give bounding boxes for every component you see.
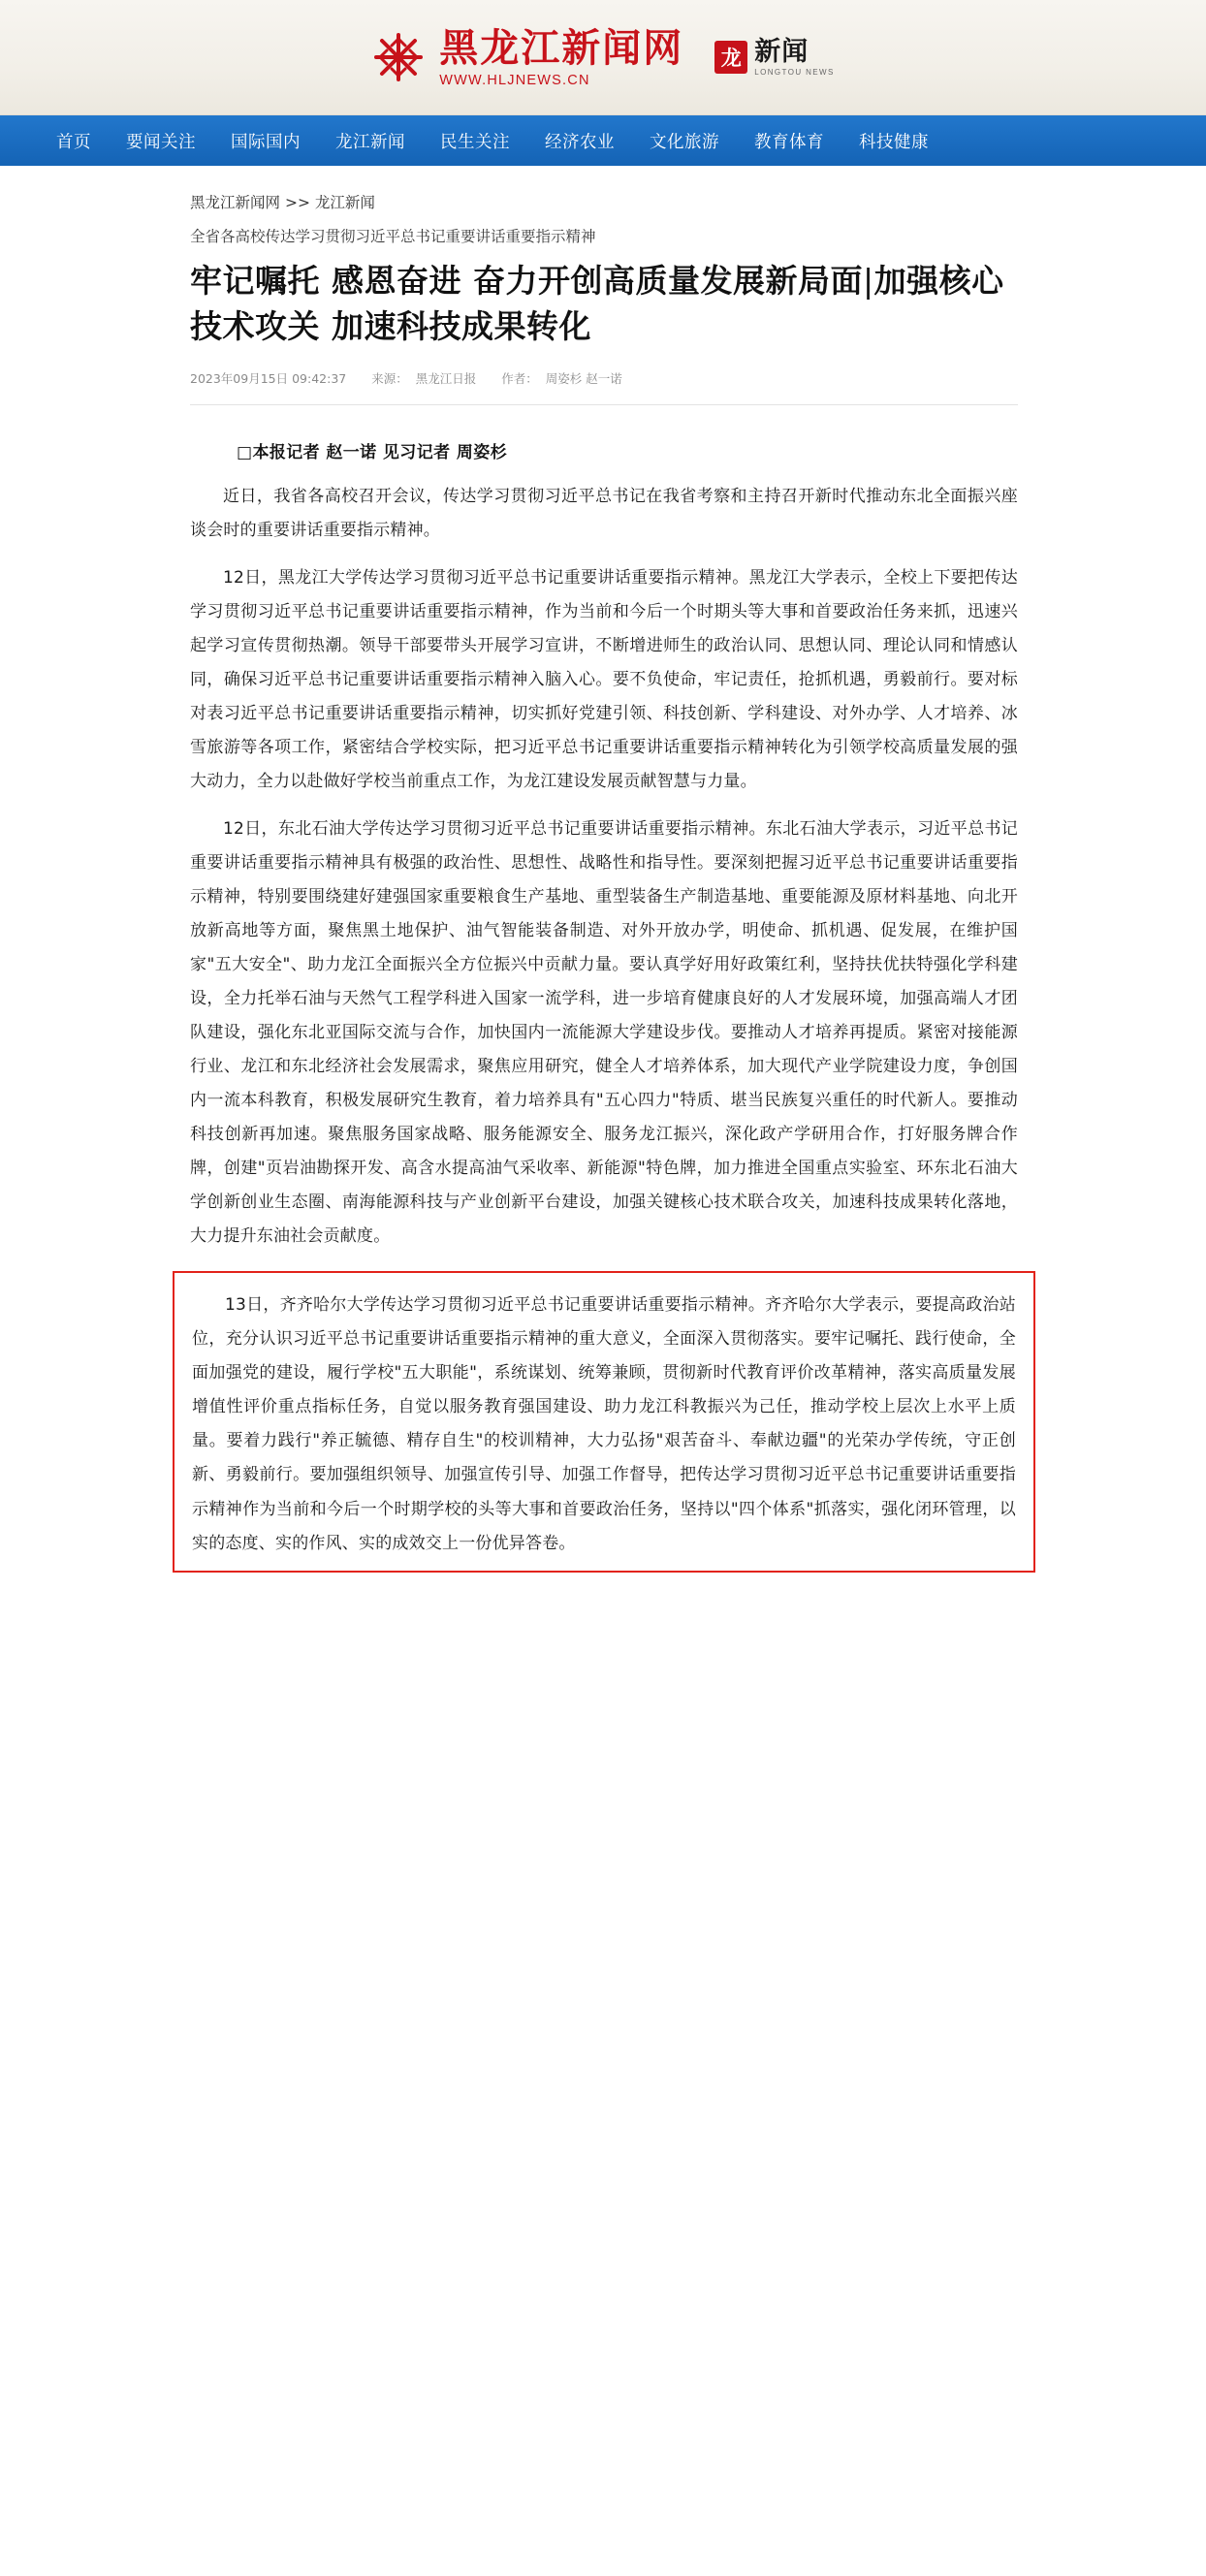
nav-item-longjiang-news[interactable]: 龙江新闻 — [335, 132, 405, 152]
breadcrumb-root[interactable]: 黑龙江新闻网 — [190, 194, 281, 211]
source-value[interactable]: 黑龙江日报 — [415, 371, 477, 387]
nav-item-livelihood[interactable]: 民生关注 — [440, 132, 510, 152]
author-value: 周姿杉 赵一诺 — [545, 371, 622, 387]
paragraph-1: 近日，我省各高校召开会议，传达学习贯彻习近平总书记在我省考察和主持召开新时代推动东北全面振兴座谈会时的重要讲话重要指示精神。 — [190, 487, 1018, 541]
nav-item-economy-agriculture[interactable]: 经济农业 — [545, 132, 615, 152]
author-label: 作者： — [501, 371, 538, 387]
paragraph-2: 12日，黑龙江大学传达学习贯彻习近平总书记重要讲话重要指示精神。黑龙江大学表示，全校上下要把传达学习贯彻习近平总书记重要讲话重要指示精神，作为当前和今后一个时期头等大事和首要政治任务来抓，迅速兴起学习宣传贯彻热潮。领导干部要带头开展学习宣讲，不断增进师生的政治认同、思想认同、理论认同和情感认同，确保习近平总书记重要讲话重要指示精神入脑入心。要不负使命，牢记责任，抢抓机遇，勇毅前行。要对标对表习近平总书记重要讲话重要指示精神，切实抓好党建引领、科技创新、学科建设、对外办学、人才培养、冰雪旅游等各项工作，紧密结合学校实际，把习近平总书记重要讲话重要指示精神转化为引领学校高质量发展的强大动力，全力以赴做好学校当前重点工作，为龙江建设发展贡献智慧与力量。 — [190, 568, 1018, 792]
sub-logo-title: 新闻 — [754, 36, 809, 66]
site-masthead — [0, 0, 1206, 115]
nav-item-education-sports[interactable]: 教育体育 — [754, 132, 824, 152]
article-body — [118, 405, 1088, 1572]
source-label: 来源： — [371, 371, 408, 387]
article-source-group — [371, 369, 476, 387]
highlighted-paragraph-box — [173, 1271, 1035, 1572]
logo-text-block — [439, 27, 683, 88]
paragraph-highlighted: 13日，齐齐哈尔大学传达学习贯彻习近平总书记重要讲话重要指示精神。齐齐哈尔大学表示，要提高政治站位，充分认识习近平总书记重要讲话重要指示精神的重大意义，全面深入贯彻落实。要牢记嘱托、践行使命，全面加强党的建设，履行学校"五大职能"，系统谋划、统筹兼顾，贯彻新时代教育评价改革精神，落实高质量发展增值性评价重点指标任务，自觉以服务教育强国建设、助力龙江科教振兴为己任，推动学校上层次上水平上质量。要着力践行"养正毓德、精存自生"的校训精神，大力弘扬"艰苦奋斗、奉献边疆"的光荣办学传统，守正创新、勇毅前行。要加强组织领导、加强宣传引导、加强工作督导，把传达学习贯彻习近平总书记重要讲话重要指示精神作为当前和今后一个时期学校的头等大事和首要政治任务，坚持以"四个体系"抓落实，强化闭环管理，以实的态度、实的作风、实的成效交上一份优异答卷。 — [192, 1295, 1016, 1553]
article-header — [118, 224, 1088, 404]
paragraph-3: 12日，东北石油大学传达学习贯彻习近平总书记重要讲话重要指示精神。东北石油大学表示，习近平总书记重要讲话重要指示精神具有极强的政治性、思想性、战略性和指导性。要深刻把握习近平总书记重要讲话重要指示精神，特别要围绕建好建强国家重要粮食生产基地、重型装备生产制造基地、重要能源及原材料基地、向北开放新高地等方面，聚焦黑土地保护、油气智能装备制造、对外开放办学，明使命、抓机遇、促发展，在维护国家"五大安全"、助力龙江全面振兴全方位振兴中贡献力量。要认真学好用好政策红利，坚持扶优扶特强化学科建设，全力托举石油与天然气工程学科进入国家一流学科，进一步培育健康良好的人才发展环境，加强高端人才团队建设，强化东北亚国际交流与合作，加快国内一流能源大学建设步伐。要推动人才培养再提质。紧密对接能源行业、龙江和东北经济社会发展需求，聚焦应用研究，健全人才培养体系，加大现代产业学院建设力度，争创国内一流本科教育，积极发展研究生教育，着力培养具有"五心四力"特质、堪当民族复兴重任的时代新人。要推动科技创新再加速。聚焦服务国家战略、服务能源安全、服务龙江振兴，深化政产学研用合作，打好服务牌合作牌，创建"页岩油勘探开发、高含水提高油气采收率、新能源"特色牌，加力推进全国重点实验室、环东北石油大学创新创业生态圈、南海能源科技与产业创新平台建设，加强关键核心技术联合攻关，加速科技成果转化落地，大力提升东油社会贡献度。 — [190, 819, 1018, 1247]
article-container — [118, 166, 1088, 1621]
headline-separator: | — [862, 262, 874, 301]
page-title — [190, 259, 1018, 350]
nav-item-top-news[interactable]: 要闻关注 — [126, 132, 196, 152]
sub-logo-badge: 龙 — [714, 41, 747, 74]
snowflake-icon — [371, 30, 426, 84]
reporter-byline: □本报记者 赵一诺 见习记者 周姿杉 — [237, 443, 508, 463]
site-url: WWW.HLJNEWS.CN — [439, 72, 590, 88]
headline-part-2: 加强核心技术攻关 加速科技成果转化 — [190, 262, 1004, 346]
nav-item-culture-tourism[interactable]: 文化旅游 — [650, 132, 719, 152]
sub-logo[interactable] — [714, 36, 835, 77]
article-date: 2023年09月15日 09:42:37 — [190, 371, 347, 387]
headline-part-1: 牢记嘱托 感恩奋进 奋力开创高质量发展新局面 — [190, 262, 863, 301]
main-navigation — [0, 115, 1206, 166]
site-title: 黑龙江新闻网 — [439, 25, 684, 71]
site-logo[interactable] — [371, 27, 834, 88]
breadcrumb — [118, 166, 1088, 224]
nav-item-home[interactable]: 首页 — [56, 132, 91, 152]
sub-logo-subtitle: LONGTOU NEWS — [754, 67, 835, 77]
article-meta — [190, 369, 1018, 404]
breadcrumb-current[interactable]: 龙江新闻 — [314, 194, 375, 211]
nav-item-world-china[interactable]: 国际国内 — [231, 132, 301, 152]
article-author-group — [501, 369, 622, 387]
breadcrumb-separator: >> — [284, 194, 310, 211]
nav-item-tech-health[interactable]: 科技健康 — [859, 132, 929, 152]
article-eyebrow: 全省各高校传达学习贯彻习近平总书记重要讲话重要指示精神 — [190, 228, 596, 245]
